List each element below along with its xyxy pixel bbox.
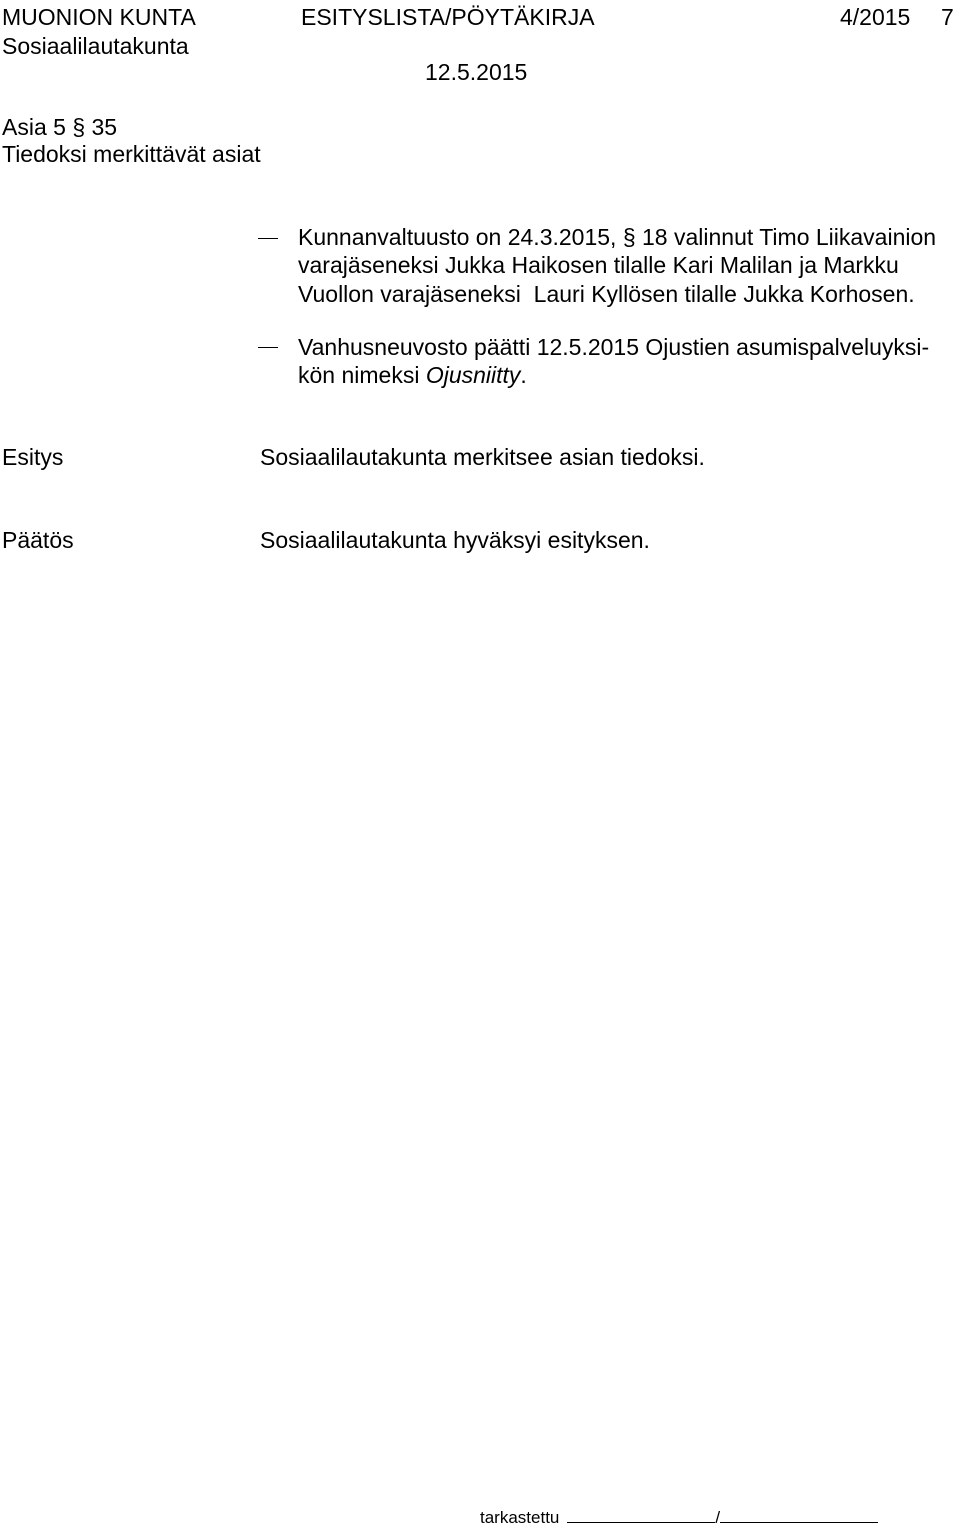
footer-checked <box>480 1507 878 1529</box>
document-number: 4/2015 <box>840 4 911 30</box>
checked-separator: / <box>715 1508 721 1527</box>
meeting-date: 12.5.2015 <box>425 59 528 85</box>
item-title: Tiedoksi merkittävät asiat <box>2 141 261 167</box>
bullet-2-line-2-suffix: . <box>520 362 527 388</box>
document-type: ESITYSLISTA/PÖYTÄKIRJA <box>301 4 595 30</box>
bullet-1-line-1: Kunnanvaltuusto on 24.3.2015, § 18 valinnut Timo Liikavainion <box>298 224 937 250</box>
esitys-label: Esitys <box>2 444 64 470</box>
checked-label: tarkastettu <box>480 1508 560 1527</box>
esitys-text: Sosiaalilautakunta merkitsee asian tiedoksi. <box>260 444 705 470</box>
bullet-1-line-2: varajäseneksi Jukka Haikosen tilalle Kari Malilan ja Markku <box>298 252 899 278</box>
bullet-dash <box>258 347 278 348</box>
paatos-label: Päätös <box>2 527 74 553</box>
signature-blank-2 <box>720 1508 878 1523</box>
signature-blank-1 <box>567 1508 715 1523</box>
item-number: Asia 5 § 35 <box>2 114 118 140</box>
bullet-2-name-italic: Ojusniitty <box>425 362 521 388</box>
bullet-2-line-2 <box>298 361 527 389</box>
organization-name: MUONION KUNTA <box>2 4 196 30</box>
bullet-2-line-2-prefix: kön nimeksi <box>298 362 426 388</box>
committee-name: Sosiaalilautakunta <box>2 33 189 59</box>
bullet-1-line-3: Vuollon varajäseneksi Lauri Kyllösen tilalle Jukka Korhosen. <box>298 281 915 307</box>
page-number: 7 <box>941 4 954 30</box>
bullet-2-line-1: Vanhusneuvosto päätti 12.5.2015 Ojustien asumispalveluyksi- <box>298 334 930 360</box>
bullet-dash <box>258 238 278 239</box>
paatos-text: Sosiaalilautakunta hyväksyi esityksen. <box>260 527 650 553</box>
